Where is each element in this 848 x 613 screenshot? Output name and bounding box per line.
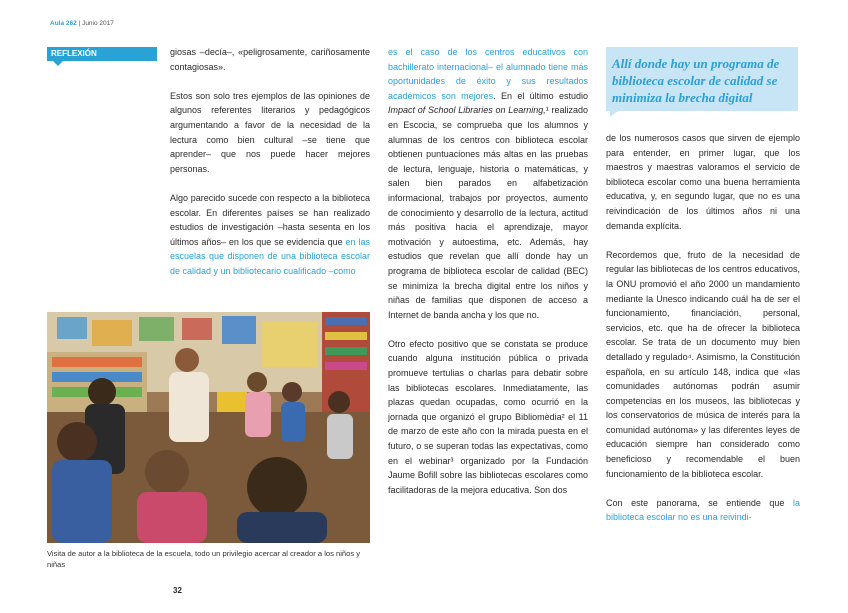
paragraph: de los numerosos casos que sirven de ejemplo para entender, en primer lugar, que los maestros y maestras valoramos el servicio de biblioteca escolar como una buena herramienta educativa, y, en segundo lugar, que no es una reivindicación de los últimos años ni una demanda explícita. xyxy=(606,133,800,231)
text-run: Con este panorama, se entiende que xyxy=(606,497,793,508)
text-run: Algo parecido sucede con respecto a la biblioteca escolar. En diferentes países se han realizado estudios de investigación –hasta sesenta en los últimos años– en los que se evidencia que xyxy=(170,192,370,247)
highlighted-text: es el caso de los centros educativos con bachillerato internacional– el alumnado tiene más oportunidades de éxito y sus resultados académicos son mejores xyxy=(388,47,588,101)
study-title: Impact of School Libraries on Learning, xyxy=(388,105,546,116)
photo-caption: Visita de autor a la biblioteca de la escuela, todo un privilegio acercar al creador a los niños y niñas xyxy=(47,549,361,569)
issue-date: Junio 2017 xyxy=(82,20,114,27)
library-scene-image xyxy=(47,312,370,543)
magazine-brand: Aula 262 xyxy=(50,20,77,27)
page-number: 32 xyxy=(173,586,182,595)
text-column-1 xyxy=(170,45,370,293)
pull-quote: Allí donde hay un programa de biblioteca escolar de calidad se minimiza la brecha digital xyxy=(606,47,798,111)
highlighted-text: la biblioteca escolar no es una reivindi- xyxy=(606,497,800,523)
paragraph: Otro efecto positivo que se constata se produce cuando alguna institución pública o privada promueve tertulias o charlas para debatir sobre las bibliotecas escolares. Inmediatamente, las plazas quedan ocupadas, como ocurrió en la jornada que organizó el grupo Bibliomèdia² el 11 de marzo de este año con la mirada puesta en el futuro, o se superan todas las expectativas, como en el webinar³ organizado por la Fundación Jaume Bofill sobre las bibliotecas escolares como facilitadoras de la mejora educativa. Son dos xyxy=(388,338,588,495)
paragraph xyxy=(388,45,588,322)
text-column-3 xyxy=(606,131,800,540)
paragraph: Estos son solo tres ejemplos de las opiniones de algunos referentes literarios y pedagógicos argumentando a favor de la necesidad de la lectura como bien cultural –se tiene que aprender– que nos puede hacer mejores personas. xyxy=(170,90,370,174)
paragraph: Recordemos que, fruto de la necesidad de regular las bibliotecas de los centros educativos, la ONU promovió el año 2000 un mandamiento mediante la Unesco indicando cuál ha de ser el funcionamiento, financiación, personal, servicios, etc. que ha de ofrecer la biblioteca escolar. Se trata de un documento muy bien detallado y regulado⁴. Asimismo, la Constitución española, en su artículo 148, indica que «las comunidades autónomas podrán asumir competencias en los museos, las bibliotecas y los conservatorios de música de interés para la comunidad autónoma» y las diferentes leyes de educación siempre han considerado como beneficioso y recomendable el buen funcionamiento de la biblioteca escolar. xyxy=(606,249,800,479)
text-run: ¹ realizado en Escocia, se comprueba que los alumnos y alumnas de los centros con biblioteca escolar obtienen puntuaciones más altas en las pruebas de lectura, lenguaje, historia o matemáticas, y salen bien parados en alfabetización informacional, trabajos por proyectos, aumento de conocimiento y desarrollo de la lectura, actitud más positiva hacia el aprendizaje, mayor motivación y autoestima, etc. Además, hay estudios que revelan que allí donde hay un programa de biblioteca escolar de calidad (BEC) se minimiza la brecha digital entre los niños y niñas de familias que disponen de acceso a Internet de banda ancha y los que no. xyxy=(388,105,588,320)
article-photo xyxy=(47,312,370,543)
paragraph xyxy=(170,191,370,279)
running-header xyxy=(50,20,114,27)
section-label: REFLEXIÓN xyxy=(47,47,157,61)
paragraph: giosas –decía–, «peligrosamente, cariñosamente contagiosas». xyxy=(170,47,370,72)
highlighted-text: en las escuelas que disponen de una biblioteca escolar de calidad y un bibliotecario cualificado –como xyxy=(170,236,370,276)
text-column-2 xyxy=(388,45,588,512)
paragraph xyxy=(606,496,800,525)
header-separator: | xyxy=(76,20,83,27)
text-run: . En el último estudio xyxy=(493,90,589,101)
